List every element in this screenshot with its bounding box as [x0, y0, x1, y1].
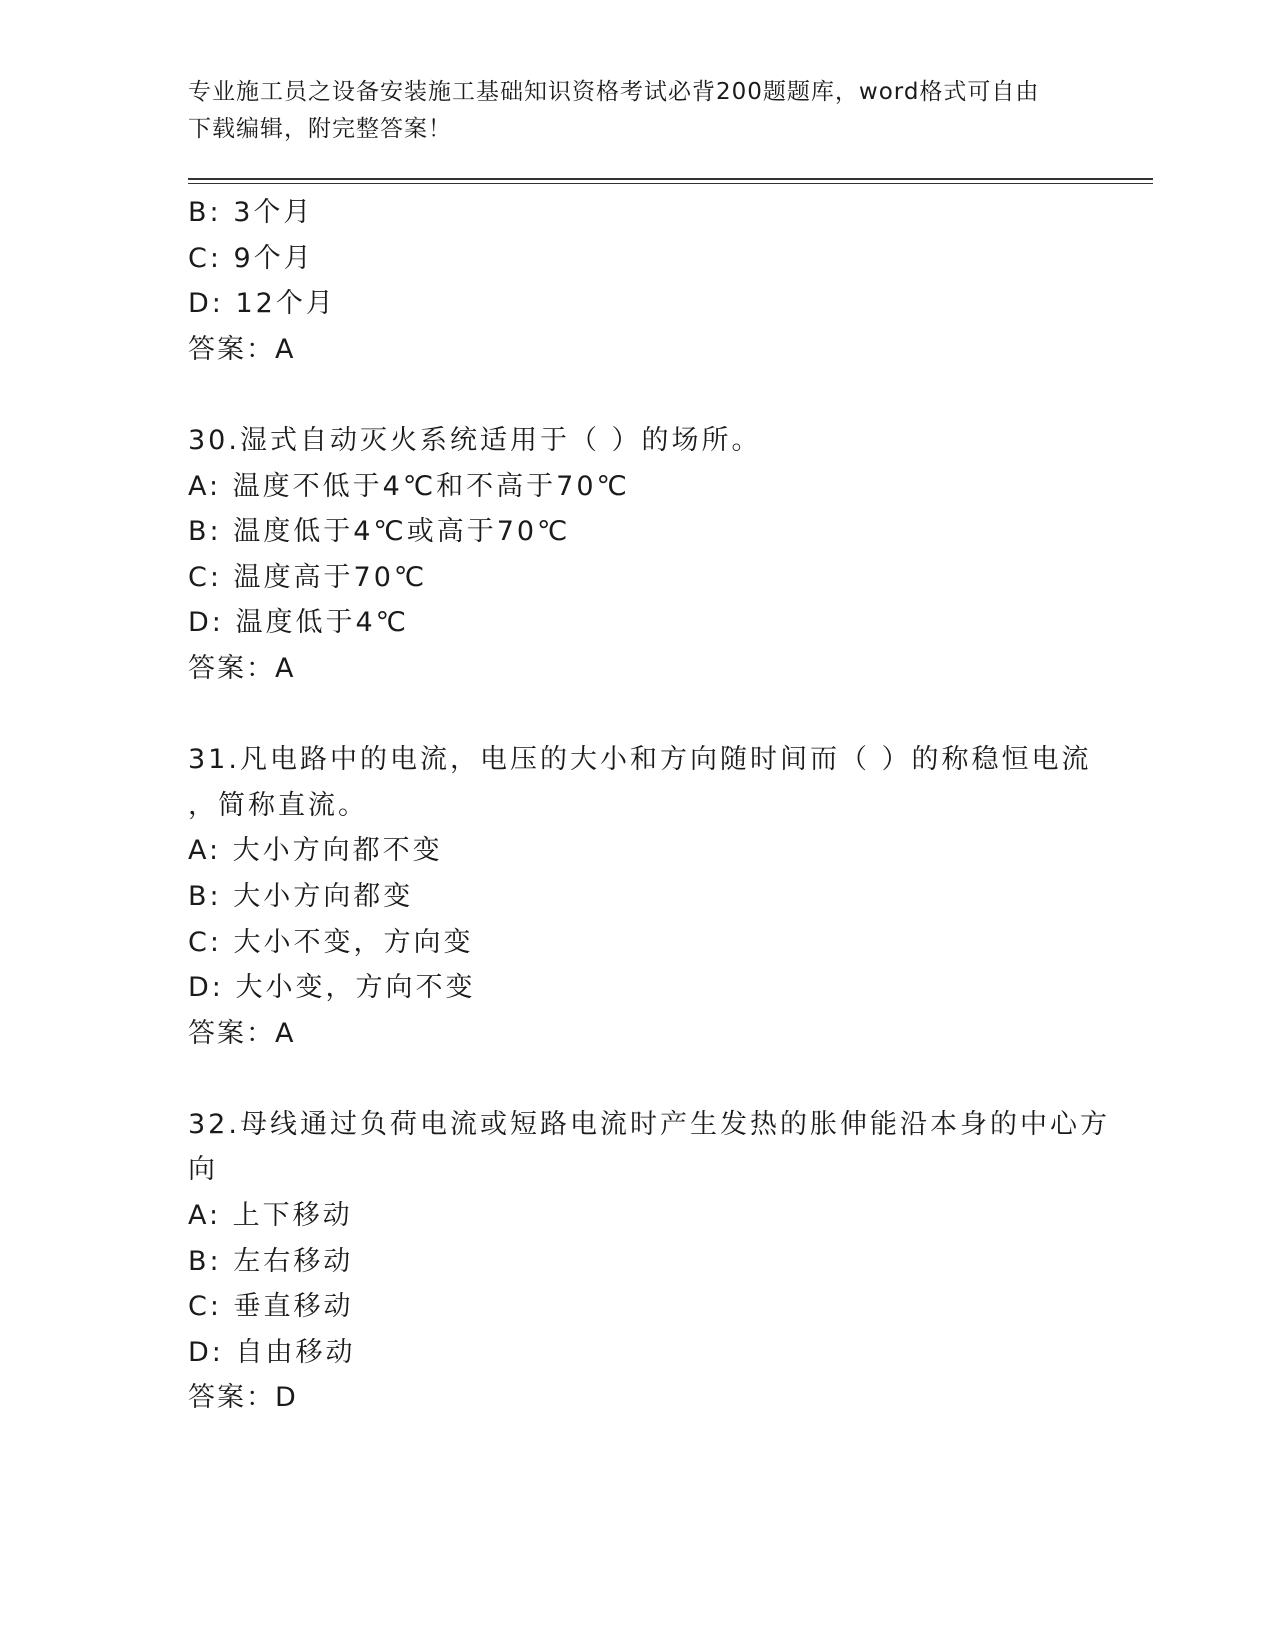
option-d: D: 自由移动: [188, 1336, 356, 1368]
question-31: [188, 737, 1092, 1056]
question-stem-line2: 向: [188, 1154, 218, 1186]
question-32: [188, 1102, 1110, 1421]
question-list: [188, 190, 1110, 1421]
option-b: B: 温度低于4℃或高于70℃: [188, 516, 571, 548]
option-a: A: 大小方向都不变: [188, 835, 443, 867]
option-c: C: 9个月: [188, 242, 314, 274]
spacer: [188, 1056, 1088, 1102]
option-c: C: 垂直移动: [188, 1291, 354, 1323]
spacer: [188, 372, 1088, 418]
option-b: B: 3个月: [188, 197, 314, 228]
answer-line: 答案：A: [188, 333, 296, 365]
option-b: B: 大小方向都变: [188, 880, 414, 912]
question-stem: 30.湿式自动灭火系统适用于（ ）的场所。: [188, 424, 762, 456]
option-a: A: 温度不低于4℃和不高于70℃: [188, 470, 630, 502]
option-d: D: 大小变，方向不变: [188, 972, 476, 1004]
answer-line: 答案：A: [188, 652, 296, 684]
header-divider-thin: [188, 183, 1153, 184]
question-30: [188, 418, 1088, 692]
header-title-line2: 下载编辑，附完整答案！: [188, 116, 452, 142]
answer-line: 答案：D: [188, 1382, 298, 1414]
option-d: D: 12个月: [188, 288, 336, 320]
option-c: C: 温度高于70℃: [188, 561, 428, 593]
question-stem-line1: 32.母线通过负荷电流或短路电流时产生发热的胀伸能沿本身的中心方: [188, 1108, 1110, 1140]
question-stem-line2: ，简称直流。: [188, 789, 368, 821]
option-c: C: 大小不变，方向变: [188, 926, 474, 958]
option-b: B: 左右移动: [188, 1245, 354, 1277]
option-a: A: 上下移动: [188, 1200, 353, 1232]
question-stem-line1: 31.凡电路中的电流，电压的大小和方向随时间而（ ）的称稳恒电流: [188, 744, 1092, 776]
answer-line: 答案：A: [188, 1017, 296, 1049]
spacer: [188, 692, 1088, 738]
header-title-line1: 专业施工员之设备安装施工基础知识资格考试必背200题题库，word格式可自由: [188, 79, 1040, 105]
header-divider-thick: [188, 178, 1153, 180]
question-29: [188, 190, 1088, 372]
option-d: D: 温度低于4℃: [188, 607, 409, 639]
page-header: [188, 74, 1088, 148]
